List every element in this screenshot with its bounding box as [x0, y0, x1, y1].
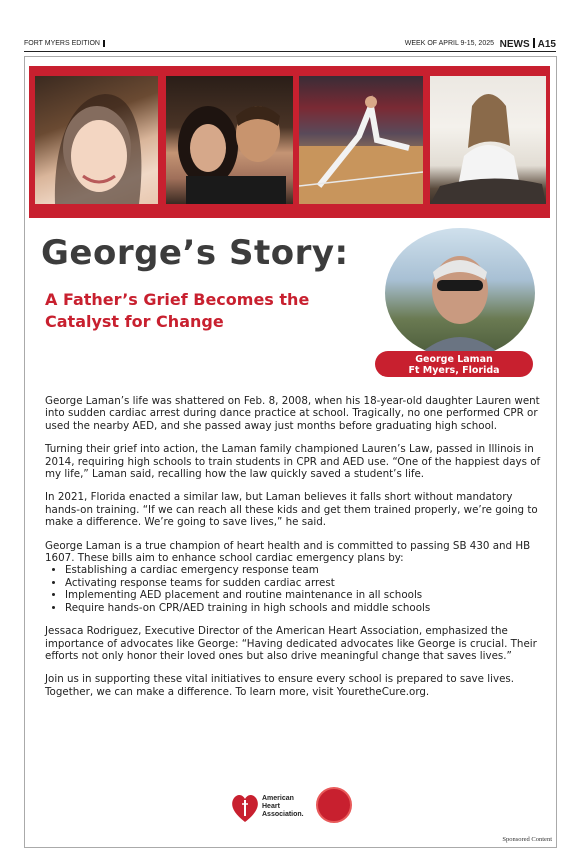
- photo-father-daughter: [166, 76, 293, 204]
- paragraph: Turning their grief into action, the Laman family championed Lauren’s Law, passed in Illinois in 2014, requiring high schools to train students in CPR and AED use. “One of the happiest days of my life,” Laman said, recalling how the law quickly saved a student’s life.: [45, 443, 541, 481]
- section-name: NEWS: [499, 39, 530, 50]
- sponsored-label: Sponsored Content: [502, 836, 552, 843]
- paragraph: George Laman’s life was shattered on Feb. 8, 2008, when his 18-year-old daughter Lauren went into sudden cardiac arrest during dance practice at school. Tragically, no one performed CPR or used the nearby AED, and she passed away just months before graduating high school.: [45, 395, 540, 432]
- portrait-caption: [375, 351, 533, 377]
- paragraph: Join us in supporting these vital initiatives to ensure every school is prepared to save lives. Together, we can make a difference. To learn more, visit YouretheCure.org.: [45, 673, 515, 698]
- photo-band: [29, 66, 550, 218]
- aha-line: Heart: [262, 803, 280, 810]
- aha-logo-text: [262, 795, 304, 819]
- caption-name: George Laman: [415, 354, 493, 365]
- edition-label: FORT MYERS EDITION: [24, 40, 105, 47]
- section-divider: [533, 38, 535, 48]
- aha-line: American: [262, 795, 294, 802]
- photo-dance-performance: [299, 76, 423, 204]
- masthead: [24, 38, 556, 52]
- list-item: • Establishing a cardiac emergency response team: [65, 564, 541, 576]
- page-number: A15: [537, 39, 556, 50]
- photo-lauren-portrait: [35, 76, 158, 204]
- lauren-laman-seal-logo: [316, 787, 352, 823]
- list-item: • Require hands-on CPR/AED training in high schools and middle schools: [65, 602, 541, 614]
- heart-torch-icon: [230, 790, 260, 824]
- article-page: [24, 56, 557, 848]
- list-item: • Activating response teams for sudden cardiac arrest: [65, 577, 541, 589]
- photo-lauren-seated: [430, 76, 546, 204]
- paragraph: Jessaca Rodriguez, Executive Director of the American Heart Association, emphasized the importance of advocates like George: “Having dedicated advocates like George is crucial. Their efforts not only honor their loved ones but also drive meaningful change that saves lives.”: [45, 625, 537, 662]
- bill-goals-list: [45, 564, 541, 614]
- paragraph: George Laman is a true champion of heart health and is committed to passing SB 430 and HB 1607. These bills aim to enhance school cardiac emergency plans by:: [45, 539, 531, 565]
- george-laman-portrait: [385, 228, 535, 358]
- article-subtitle: A Father’s Grief Becomes the Catalyst for Change: [45, 290, 310, 331]
- article-body: [45, 395, 541, 709]
- aha-line: Association.: [262, 811, 304, 818]
- issue-date: WEEK OF APRIL 9-15, 2025: [404, 40, 494, 47]
- paragraph: In 2021, Florida enacted a similar law, but Laman believes it falls short without mandatory hands-on training. “If we can reach all these kids and get them trained properly, we’re going to make a difference. We’re going to save lives,” he said.: [45, 491, 538, 529]
- caption-location: Ft Myers, Florida: [408, 365, 500, 376]
- article-title: George’s Story:: [41, 233, 349, 273]
- footer-logos: [230, 787, 360, 827]
- list-item: • Implementing AED placement and routine maintenance in all schools: [65, 589, 541, 601]
- section-label: [500, 38, 556, 50]
